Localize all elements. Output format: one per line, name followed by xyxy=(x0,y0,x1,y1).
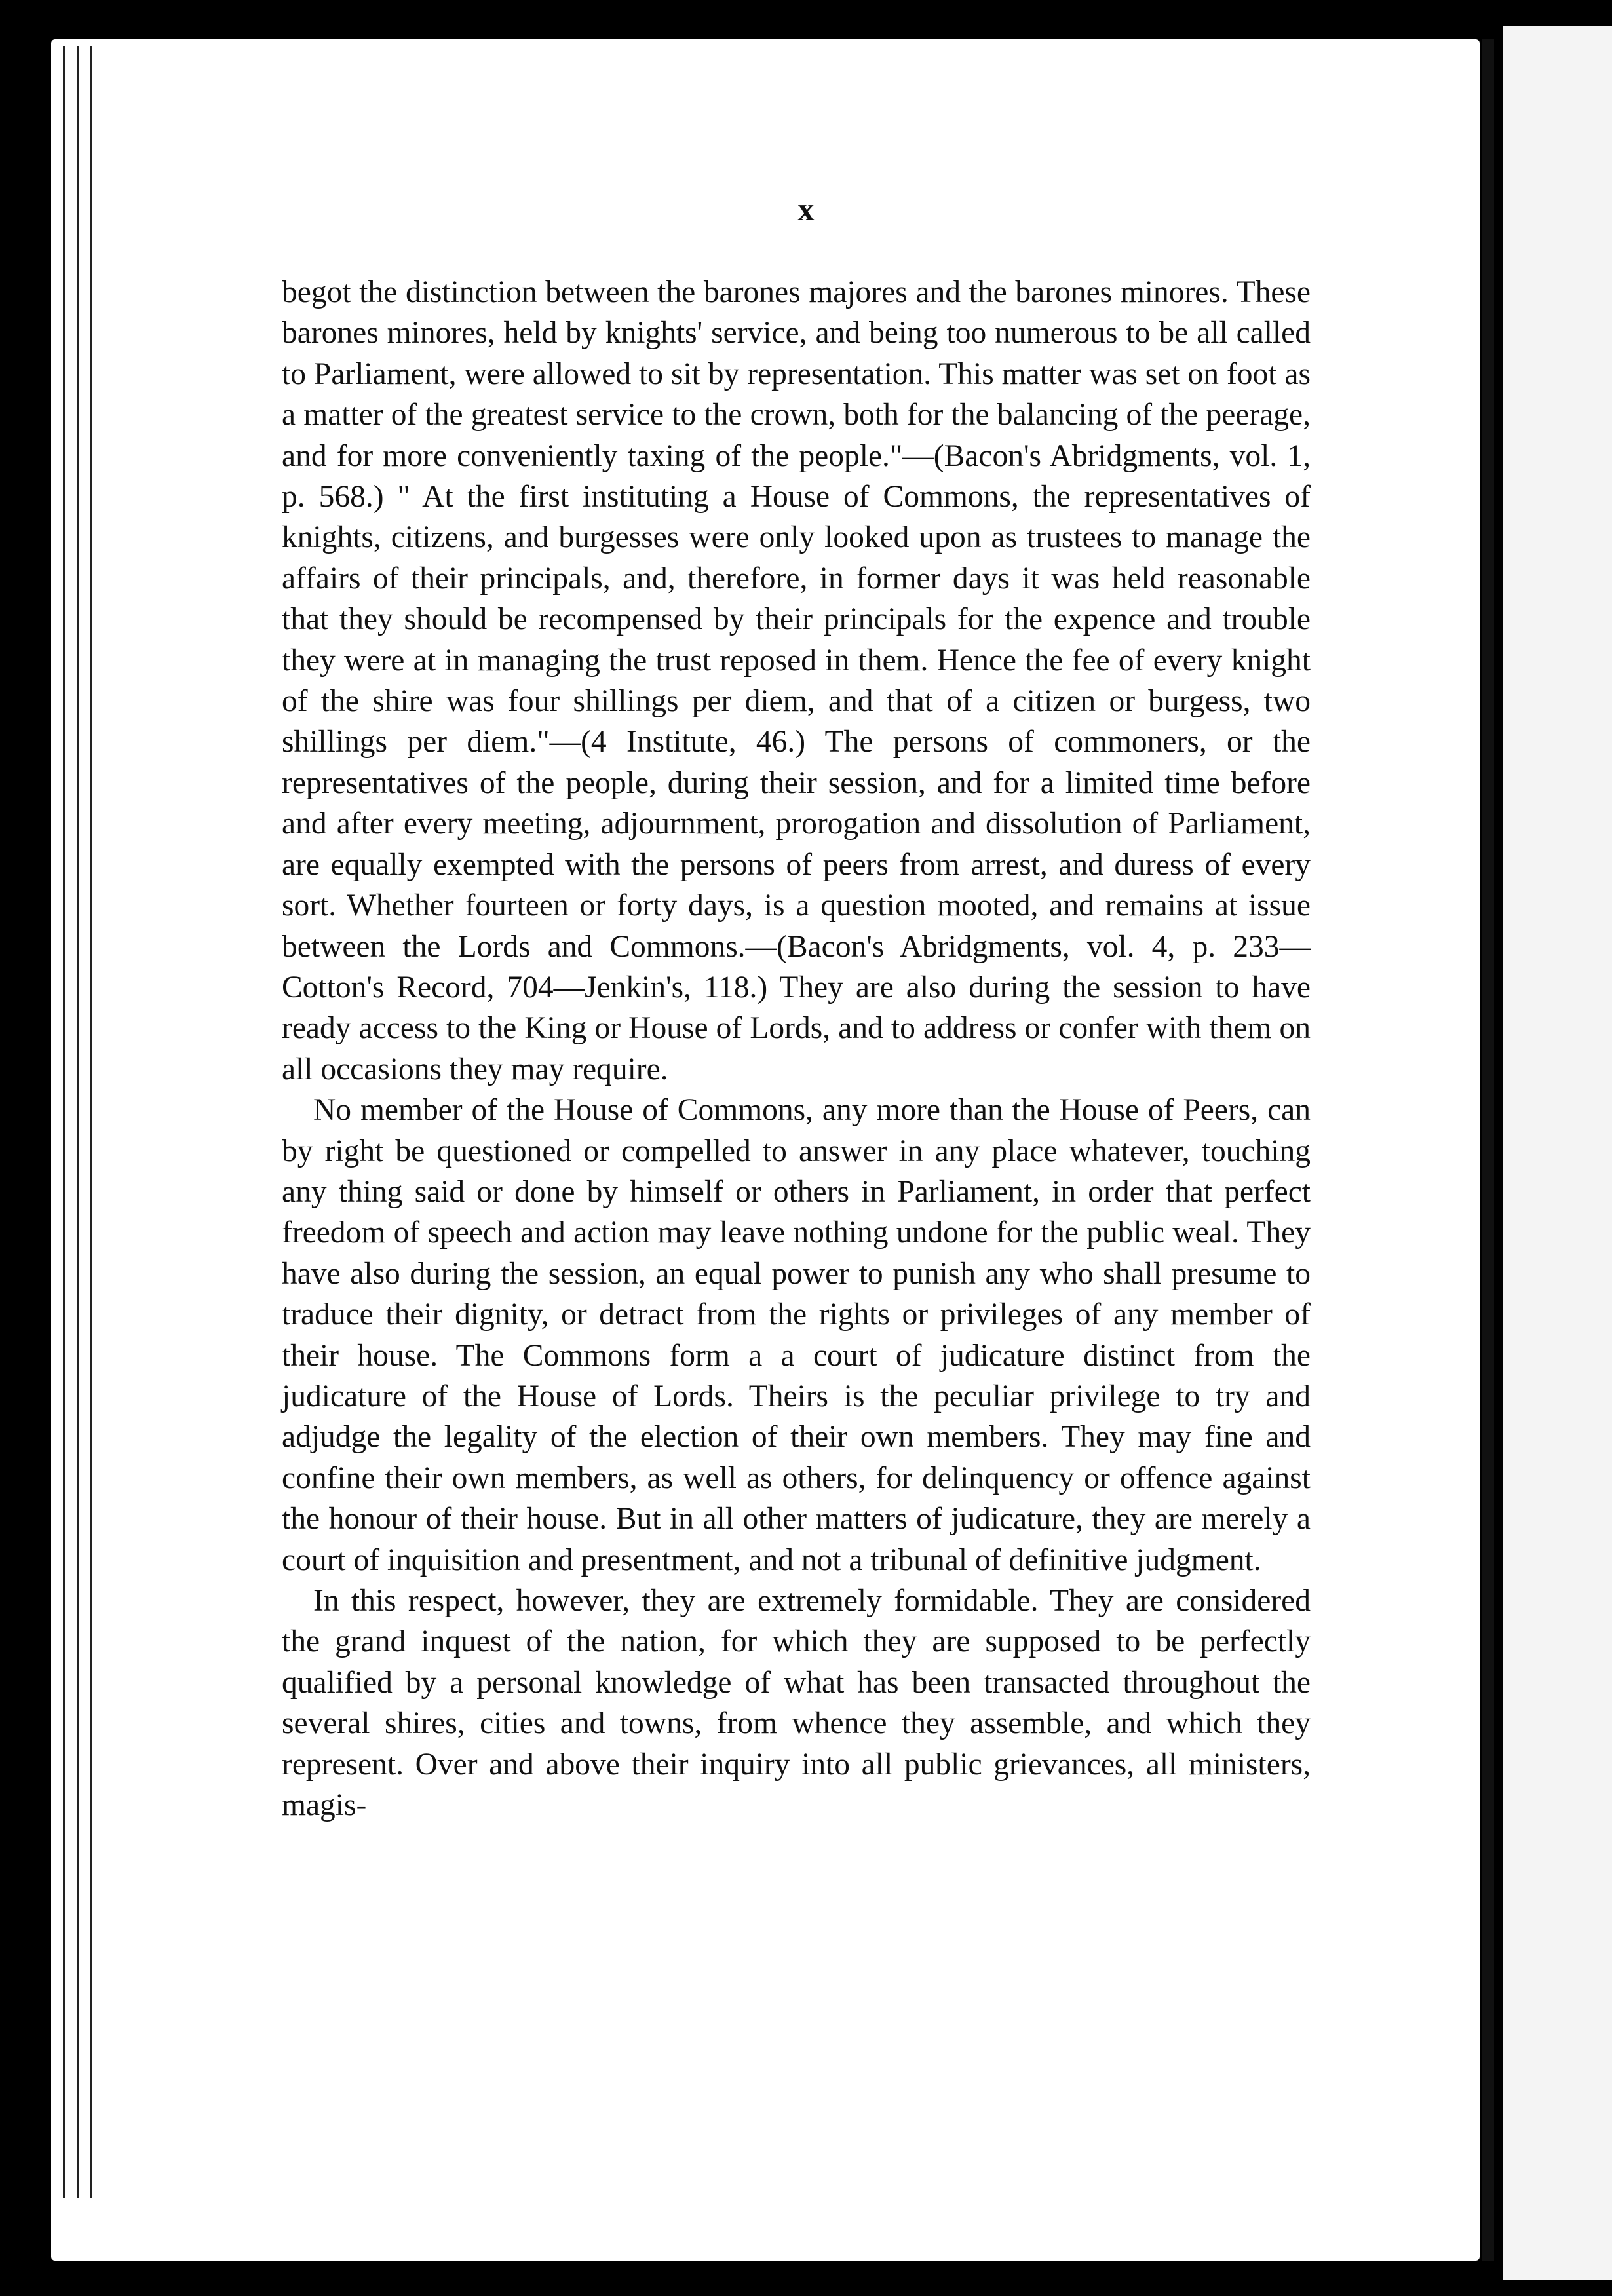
facing-page-edge xyxy=(1499,26,1612,2280)
page-edge-line xyxy=(77,46,79,2198)
scan-mark: ▾ xyxy=(9,1187,20,1208)
page-number: x xyxy=(797,191,815,227)
book-spine xyxy=(1482,39,1494,2261)
page-edge-line xyxy=(90,46,92,2198)
paragraph: In this respect, however, they are extremely formidable. They are considered the grand inquest of the nation, for which they are supposed to be perfectly qualified by a personal knowledge of what has been transacted throughout the several shires, cities and towns, from whence they assemble, and which they represent. Over and above their inquiry into all public grievances, all ministers, magis- xyxy=(282,1584,1311,1823)
scan-mark: ▾ xyxy=(655,10,669,39)
paragraph: begot the distinction between the barones majores and the barones minores. These barones minores, held by knights' service, and being too numerous to be all called to Parliament, were allowed to sit by representation. This matter was set on foot as a matter of the greatest service to the crown, both for the balancing of the peerage, and for more conveniently taxing of the people."—(Bacon's Abridgments, vol. 1, p. 568.) " At the first instituting a House of Commons, the representatives of knights, citizens, and burgesses were only looked upon as trustees to manage the affairs of their principals, and, therefore, in former days it was held reasonable that they should be recompensed by their principals for the expence and trouble they were at in managing the trust reposed in them. Hence the fee of every knight of the shire was four shillings per diem, and that of a citizen or burgess, two shillings per diem."—(4 Institute, 46.) The persons of commoners, or the representatives of the people, during their session, and for a limited time before and after every meeting, adjournment, prorogation and dissolution of Parliament, are equally exempted with the persons of peers from arrest, and duress of every sort. Whether fourteen or forty days, is a question mooted, and remains at issue between the Lords and Commons.—(Bacon's Abridgments, vol. 4, p. 233—Cotton's Record, 704—Jenkin's, 118.) They are also during the session to have ready access to the King or House of Lords, and to address or confer with them on all occasions they may require. xyxy=(282,275,1311,1086)
paragraph: No member of the House of Commons, any more than the House of Peers, can by right be questioned or compelled to answer in any place whatever, touching any thing said or done by himself or others in Parliament, in order that perfect freedom of speech and action may leave nothing undone for the public weal. They have also during the session, an equal power to punish any who shall presume to traduce their dignity, or detract from the rights or privileges of any member of their house. The Commons form a a court of judicature distinct from the judicature of the House of Lords. Theirs is the peculiar privilege to try and adjudge the legality of the election of their own members. They may fine and confine their own members, as well as others, for delinquency or offence against the honour of their house. But in all other matters of judicature, they are merely a court of inquisition and presentment, and not a tribunal of definitive judgment. xyxy=(282,1093,1311,1577)
body-text xyxy=(282,272,1311,1826)
page-edge-line xyxy=(63,46,65,2198)
